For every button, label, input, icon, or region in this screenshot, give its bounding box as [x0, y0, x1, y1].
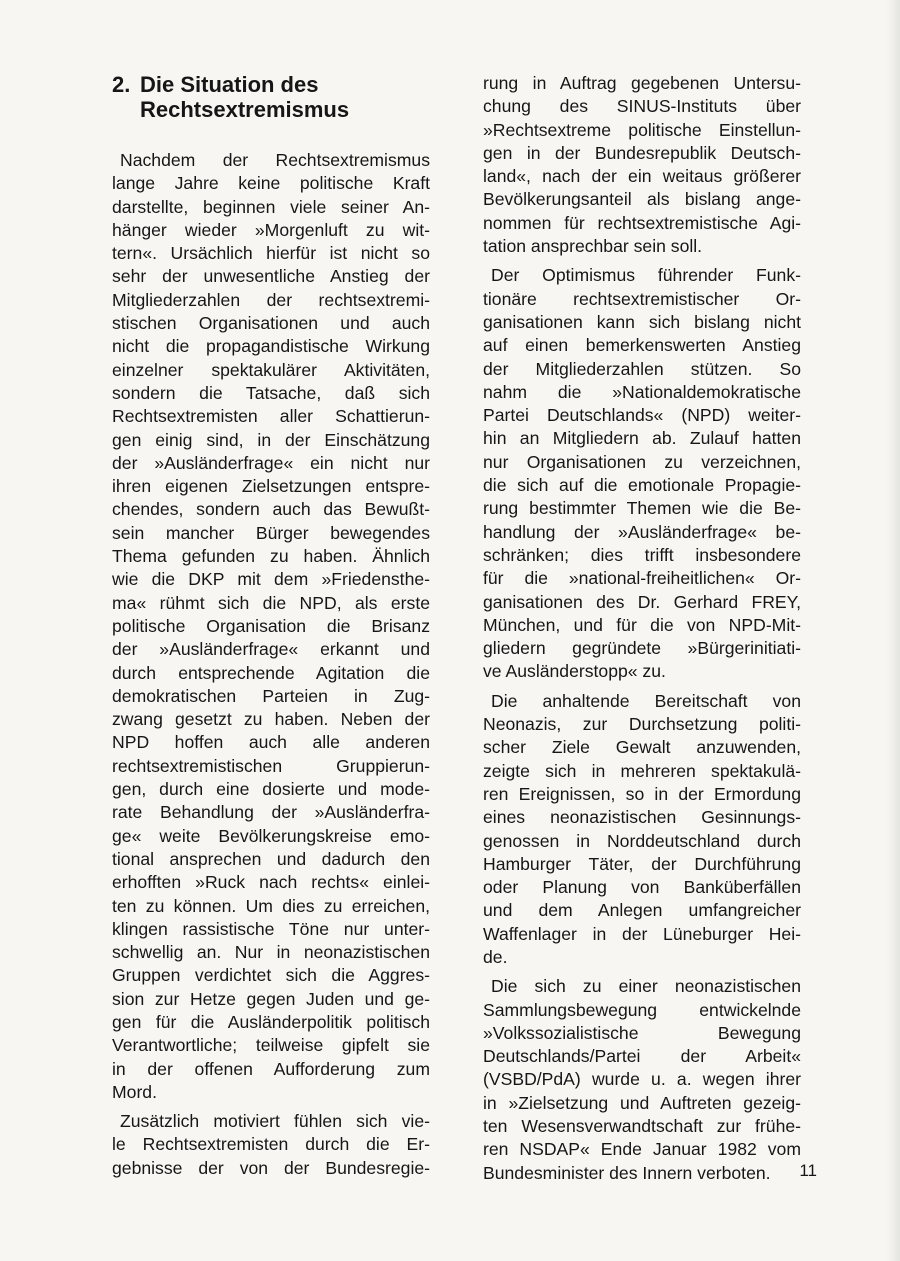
text-line: der »Ausländerfrage« erkannt und — [112, 639, 430, 660]
left-column-body — [112, 149, 430, 1180]
text-line: demokratischen Parteien in Zug- — [112, 685, 430, 706]
text-line: ren NSDAP« Ende Januar 1982 vom — [483, 1139, 801, 1160]
text-line: Gruppen verdichtet sich die Aggres- — [112, 965, 430, 986]
text-line: le Rechtsextremisten durch die Er- — [112, 1134, 430, 1155]
text-line: rung in Auftrag gegebenen Untersu- — [483, 73, 801, 93]
text-line: Mord. — [112, 1081, 157, 1102]
text-line: chung des SINUS-Instituts über — [483, 96, 801, 117]
text-line: ganisationen des Dr. Gerhard FREY, — [483, 591, 801, 612]
paragraph — [483, 72, 801, 258]
text-line: ihren eigenen Zielsetzungen entspre- — [112, 476, 430, 497]
text-line: Thema gefunden zu haben. Ähnlich — [112, 546, 430, 567]
text-line: durch entsprechende Agitation die — [112, 662, 430, 683]
text-line: sehr der unwesentliche Anstieg der — [112, 266, 430, 287]
text-line: einzelner spektakulärer Aktivitäten, — [112, 359, 430, 380]
text-line: Bundesminister des Innern verboten. — [483, 1162, 771, 1183]
text-line: gebnisse der von der Bundesregie- — [112, 1157, 430, 1178]
text-line: gliedern gegründete »Bürgerinitiati- — [483, 638, 801, 659]
text-line: tionäre rechtsextremistischer Or- — [483, 288, 801, 309]
text-line: (VSBD/PdA) wurde u. a. wegen ihrer — [483, 1069, 801, 1090]
paragraph — [112, 149, 430, 1104]
left-column — [112, 72, 430, 1180]
text-line: sion zur Hetze gegen Juden und ge- — [112, 988, 430, 1009]
text-line: tional ansprechen und dadurch den — [112, 848, 430, 869]
text-line: tern«. Ursächlich hierfür ist nicht so — [112, 243, 430, 264]
page-number: 11 — [799, 1161, 817, 1180]
text-line: sein mancher Bürger bewegendes — [112, 522, 430, 543]
text-line: politische Organisation die Brisanz — [112, 615, 430, 636]
text-line: schwellig an. Nur in neonazistischen — [112, 942, 430, 963]
text-line: auf einen bemerkenswerten Anstieg — [483, 335, 801, 356]
text-line: in »Zielsetzung und Auftreten gezeig- — [483, 1092, 801, 1113]
text-line: NPD hoffen auch alle anderen — [112, 732, 430, 753]
text-line: oder Planung von Banküberfällen — [483, 877, 801, 898]
text-line: »Rechtsextreme politische Einstellun- — [483, 119, 801, 140]
page-edge-shadow — [886, 0, 900, 1261]
text-line: chendes, sondern auch das Bewußt- — [112, 499, 430, 520]
text-line: Neonazis, zur Durchsetzung politi- — [483, 714, 801, 735]
text-line: Der Optimismus führender Funk- — [491, 265, 801, 286]
text-line: erhofften »Ruck nach rechts« einlei- — [112, 872, 430, 893]
text-line: ganisationen kann sich bislang nicht — [483, 311, 801, 332]
section-heading — [112, 72, 430, 122]
text-line: ma« rühmt sich die NPD, als erste — [112, 592, 430, 613]
text-line: hin an Mitgliedern ab. Zulauf hatten — [483, 428, 801, 449]
text-line: ve Ausländerstopp« zu. — [483, 661, 666, 682]
paragraph — [483, 975, 801, 1185]
section-number: 2. — [112, 72, 131, 97]
text-line: genossen in Norddeutschland durch — [483, 830, 801, 851]
text-line: zeigte sich in mehreren spektakulä- — [483, 760, 801, 781]
section-title-line-2: Rechtsextremismus — [140, 97, 350, 122]
text-line: der »Ausländerfrage« ein nicht nur — [112, 452, 430, 473]
text-line: tation ansprechbar sein soll. — [483, 236, 703, 257]
text-line: München, und für die von NPD-Mit- — [483, 614, 801, 635]
text-line: nommen für rechtsextremistische Agi- — [483, 212, 801, 233]
text-line: nahm die »Nationaldemokratische — [483, 381, 801, 402]
text-line: Partei Deutschlands« (NPD) weiter- — [483, 405, 801, 426]
text-line: Die anhaltende Bereitschaft von — [491, 690, 801, 711]
text-line: rate Behandlung der »Ausländerfra- — [112, 802, 430, 823]
text-line: rung bestimmter Themen wie die Be- — [483, 498, 801, 519]
paragraph — [483, 264, 801, 683]
text-line: Bevölkerungsanteil als bislang ange- — [483, 189, 801, 210]
text-line: für die »national-freiheitlichen« Or- — [483, 568, 801, 589]
text-line: darstellte, beginnen viele seiner An- — [112, 196, 430, 217]
text-line: hänger wieder »Morgenluft zu wit- — [112, 219, 430, 240]
text-line: Rechtsextremisten aller Schattierun- — [112, 406, 430, 427]
text-line: gen einig sind, in der Einschätzung — [112, 429, 430, 450]
text-line: ren Ereignissen, so in der Ermordung — [483, 783, 801, 804]
text-line: land«, nach der ein weitaus größerer — [483, 166, 801, 187]
text-line: Waffenlager in der Lüneburger Hei- — [483, 923, 801, 944]
text-line: Verantwortliche; teilweise gipfelt sie — [112, 1035, 430, 1056]
text-line: stischen Organisationen und auch — [112, 313, 430, 334]
text-line: Mitgliederzahlen der rechtsextremi- — [112, 289, 430, 310]
text-line: Zusätzlich motiviert fühlen sich vie- — [120, 1111, 430, 1132]
text-line: Nachdem der Rechtsextremismus — [120, 150, 430, 170]
right-column-body — [483, 72, 801, 1185]
text-line: nur Organisationen zu verzeichnen, — [483, 451, 801, 472]
text-line: ten Wesensverwandtschaft zur frühe- — [483, 1116, 801, 1137]
text-line: klingen rassistische Töne nur unter- — [112, 918, 430, 939]
text-line: gen für die Ausländerpolitik politisch — [112, 1011, 430, 1032]
text-line: lange Jahre keine politische Kraft — [112, 173, 430, 194]
text-line: Deutschlands/Partei der Arbeit« — [483, 1046, 801, 1067]
text-line: handlung der »Ausländerfrage« be- — [483, 521, 801, 542]
text-line: de. — [483, 946, 508, 967]
text-line: zwang gesetzt zu haben. Neben der — [112, 709, 430, 730]
text-line: sondern die Tatsache, daß sich — [112, 382, 430, 403]
text-line: schränken; dies trifft insbesondere — [483, 544, 801, 565]
text-line: ge« weite Bevölkerungskreise emo- — [112, 825, 430, 846]
text-line: Sammlungsbewegung entwickelnde — [483, 999, 801, 1020]
paragraph — [112, 1110, 430, 1180]
text-line: »Volkssozialistische Bewegung — [483, 1022, 801, 1043]
right-column — [483, 72, 801, 1185]
text-line: Hamburger Täter, der Durchführung — [483, 853, 801, 874]
text-line: rechtsextremistischen Gruppierun- — [112, 755, 430, 776]
text-line: und dem Anlegen umfangreicher — [483, 900, 801, 921]
text-line: Die sich zu einer neonazistischen — [491, 976, 801, 997]
text-line: gen, durch eine dosierte und mode- — [112, 779, 430, 800]
text-line: die sich auf die emotionale Propagie- — [483, 475, 801, 496]
text-line: scher Ziele Gewalt anzuwenden, — [483, 737, 801, 758]
text-line: nicht die propagandistische Wirkung — [112, 336, 430, 357]
text-line: gen in der Bundesrepublik Deutsch- — [483, 142, 801, 163]
text-line: ten zu können. Um dies zu erreichen, — [112, 895, 430, 916]
text-line: der Mitgliederzahlen stützen. So — [483, 358, 801, 379]
text-line: wie die DKP mit dem »Friedensthe- — [112, 569, 430, 590]
text-line: eines neonazistischen Gesinnungs- — [483, 807, 801, 828]
paragraph — [483, 690, 801, 970]
section-title-line-1: Die Situation des — [140, 72, 319, 97]
text-line: in der offenen Aufforderung zum — [112, 1058, 430, 1079]
